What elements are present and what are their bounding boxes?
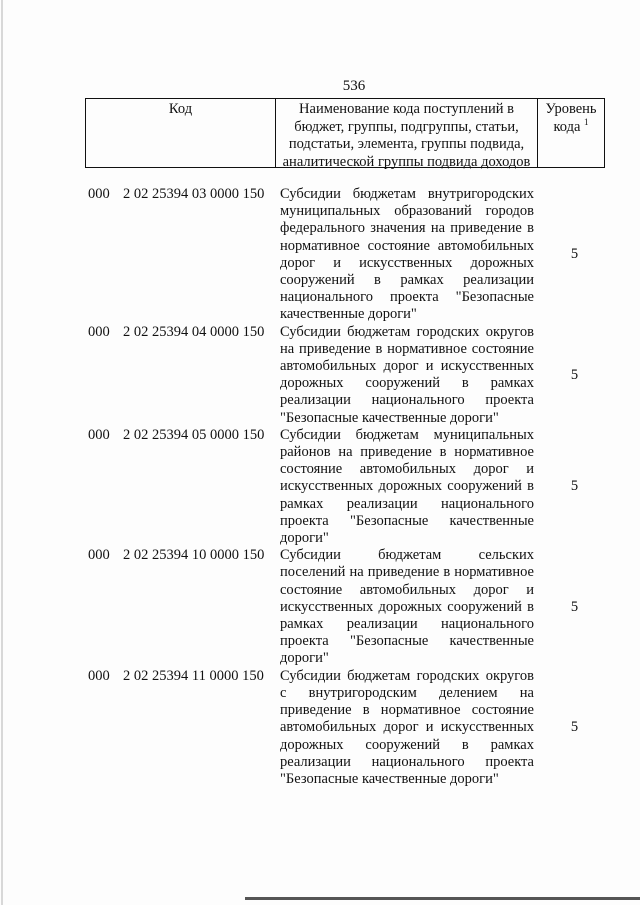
header-level-line: Уровень — [545, 101, 597, 117]
table-row — [85, 547, 605, 667]
code-level: 5 — [570, 246, 579, 263]
header-name-line: подстатьи, элемента, группы подвида, — [288, 136, 525, 152]
header-name-line: Наименование кода поступлений в — [299, 101, 514, 117]
table-row — [85, 427, 605, 547]
revenue-code: 2 02 25394 05 0000 150 — [123, 426, 265, 443]
admin-code: 000 — [88, 547, 110, 564]
header-level-word: кода — [553, 118, 581, 135]
admin-code: 000 — [88, 667, 110, 684]
scan-edge-left — [1, 0, 3, 905]
admin-code: 000 — [88, 323, 110, 340]
footnote-marker: 1 — [584, 116, 589, 127]
table-body — [85, 186, 605, 788]
revenue-code: 2 02 25394 11 0000 150 — [123, 667, 264, 684]
revenue-code: 2 02 25394 04 0000 150 — [123, 323, 265, 340]
table-header — [85, 98, 605, 168]
revenue-name: Субсидии бюджетам внутригородских муниципальных образований городов федерального значения на приведение в нормативное состояние автомобильных дорог и искусственных дорожных сооружений в рамках реализации национального проекта "Безопасные качественные дороги" — [280, 186, 534, 323]
revenue-name: Субсидии бюджетам городских округов с внутригородским делением на приведение в нормативное состояние автомобильных дорог и искусственных дорожных сооружений в рамках реализации национального проекта "Безопасные качественные дороги" — [280, 667, 534, 787]
code-level: 5 — [570, 478, 579, 495]
table-row — [85, 324, 605, 427]
header-code: Код — [85, 99, 276, 167]
header-level — [538, 99, 605, 167]
revenue-code: 2 02 25394 03 0000 150 — [123, 186, 265, 202]
page-number: 536 — [342, 78, 366, 94]
revenue-name: Субсидии бюджетам сельских поселений на приведение в нормативное состояние автомобильных дорог и искусственных дорожных сооружений в рамках реализации национального проекта "Безопасные качественные дороги" — [280, 547, 534, 667]
admin-code: 000 — [88, 186, 110, 202]
code-level: 5 — [570, 598, 579, 615]
revenue-code: 2 02 25394 10 0000 150 — [123, 547, 265, 564]
code-level: 5 — [570, 719, 579, 736]
revenue-name: Субсидии бюджетам муниципальных районов на приведение в нормативное состояние автомобильных дорог и искусственных дорожных сооружений в рамках реализации национального проекта "Безопасные качественные дороги" — [280, 426, 534, 547]
revenue-name: Субсидии бюджетам городских округов на приведение в нормативное состояние автомобильных дорог и искусственных дорожных сооружений в рамках реализации национального проекта "Безопасные качественные дороги" — [280, 323, 534, 426]
table-row — [85, 186, 605, 324]
admin-code: 000 — [88, 426, 110, 443]
header-name-line: аналитической группы подвида доходов — [282, 153, 531, 170]
table-row — [85, 668, 605, 788]
header-name — [276, 99, 538, 170]
header-name-line: бюджет, группы, подгруппы, статьи, — [294, 118, 519, 135]
code-level: 5 — [570, 366, 579, 383]
header-level-line — [538, 116, 604, 137]
scan-edge-bottom — [245, 897, 640, 900]
